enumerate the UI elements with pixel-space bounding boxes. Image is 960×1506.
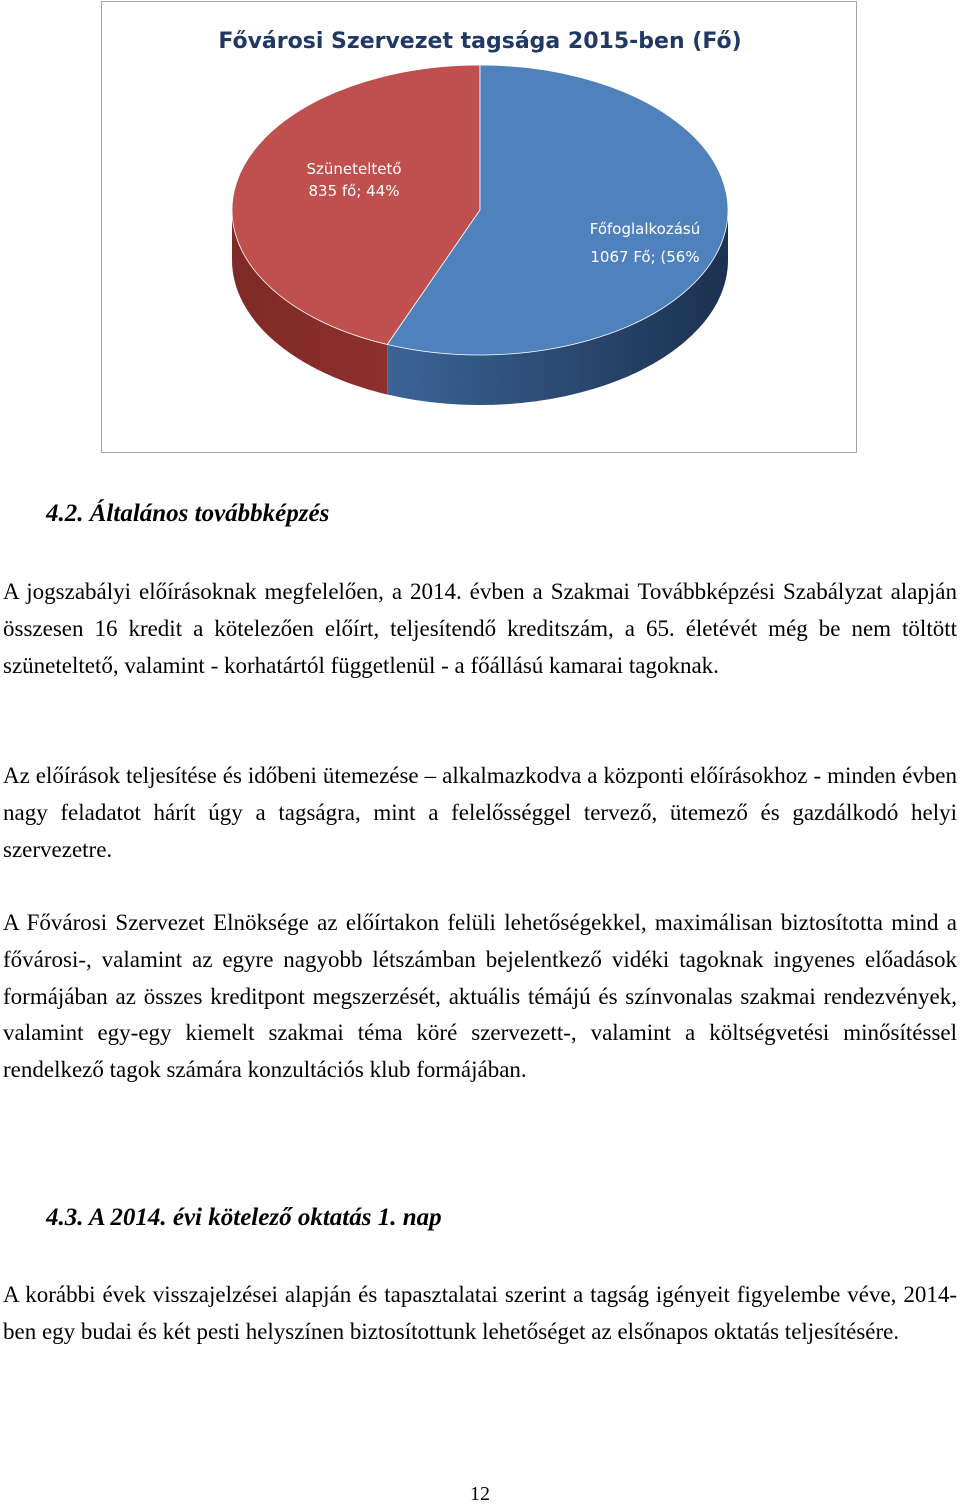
chart-title: Fővárosi Szervezet tagsága 2015-ben (Fő) bbox=[218, 29, 742, 54]
section-heading-4-3: 4.3. A 2014. évi kötelező oktatás 1. nap bbox=[46, 1204, 442, 1231]
pie-chart-canvas bbox=[102, 2, 858, 454]
paragraph-3: A Fővárosi Szervezet Elnöksége az előírtakon felüli lehetőségekkel, maximálisan biztosította mind a fővárosi-, valamint az egyre nagyobb létszámban bejelentkező vidéki tagoknak ingyenes előadások formájában az összes kreditpont megszerzését, aktuális témájú és színvonalas szakmai rendezvények, valamint egy-egy kiemelt szakmai téma köré szervezett-, valamint a költségvetési minősítéssel rendelkező tagok számára konzultációs klub formájában. bbox=[3, 910, 957, 1083]
slice-label-fofoglalkozasu-value: 1067 Fő; (56% bbox=[590, 248, 700, 266]
slice-label-fofoglalkozasu-name: Főfoglalkozású bbox=[589, 220, 701, 238]
section-heading-4-2: 4.2. Általános továbbképzés bbox=[46, 500, 330, 527]
pie-chart bbox=[101, 1, 857, 453]
slice-label-szuneteltető-name: Szüneteltető bbox=[306, 160, 402, 178]
slice-label-szuneteltető-value: 835 fő; 44% bbox=[308, 182, 400, 200]
paragraph-4: A korábbi évek visszajelzései alapján és tapasztalatai szerint a tagság igényeit figyelembe véve, 2014-ben egy budai és két pesti helyszínen biztosítottunk lehetőséget az elsőnapos oktatás teljesítésére. bbox=[3, 1282, 957, 1344]
paragraph-2: Az előírások teljesítése és időbeni ütemezése – alkalmazkodva a központi előírásokhoz - minden évben nagy feladatot hárít úgy a tagságra, mint a felelősséggel tervező, ütemező és gazdálkodó helyi szervezetre. bbox=[3, 763, 957, 862]
page-number: 12 bbox=[470, 1483, 490, 1505]
paragraph-1: A jogszabályi előírásoknak megfelelően, a 2014. évben a Szakmai Továbbképzési Szabályzat alapján összesen 16 kredit a kötelezően előírt, teljesítendő kreditszám, a 65. életévét még be nem töltött szüneteltető, valamint - korhatártól függetlenül - a főállású kamarai tagoknak. bbox=[3, 579, 957, 678]
